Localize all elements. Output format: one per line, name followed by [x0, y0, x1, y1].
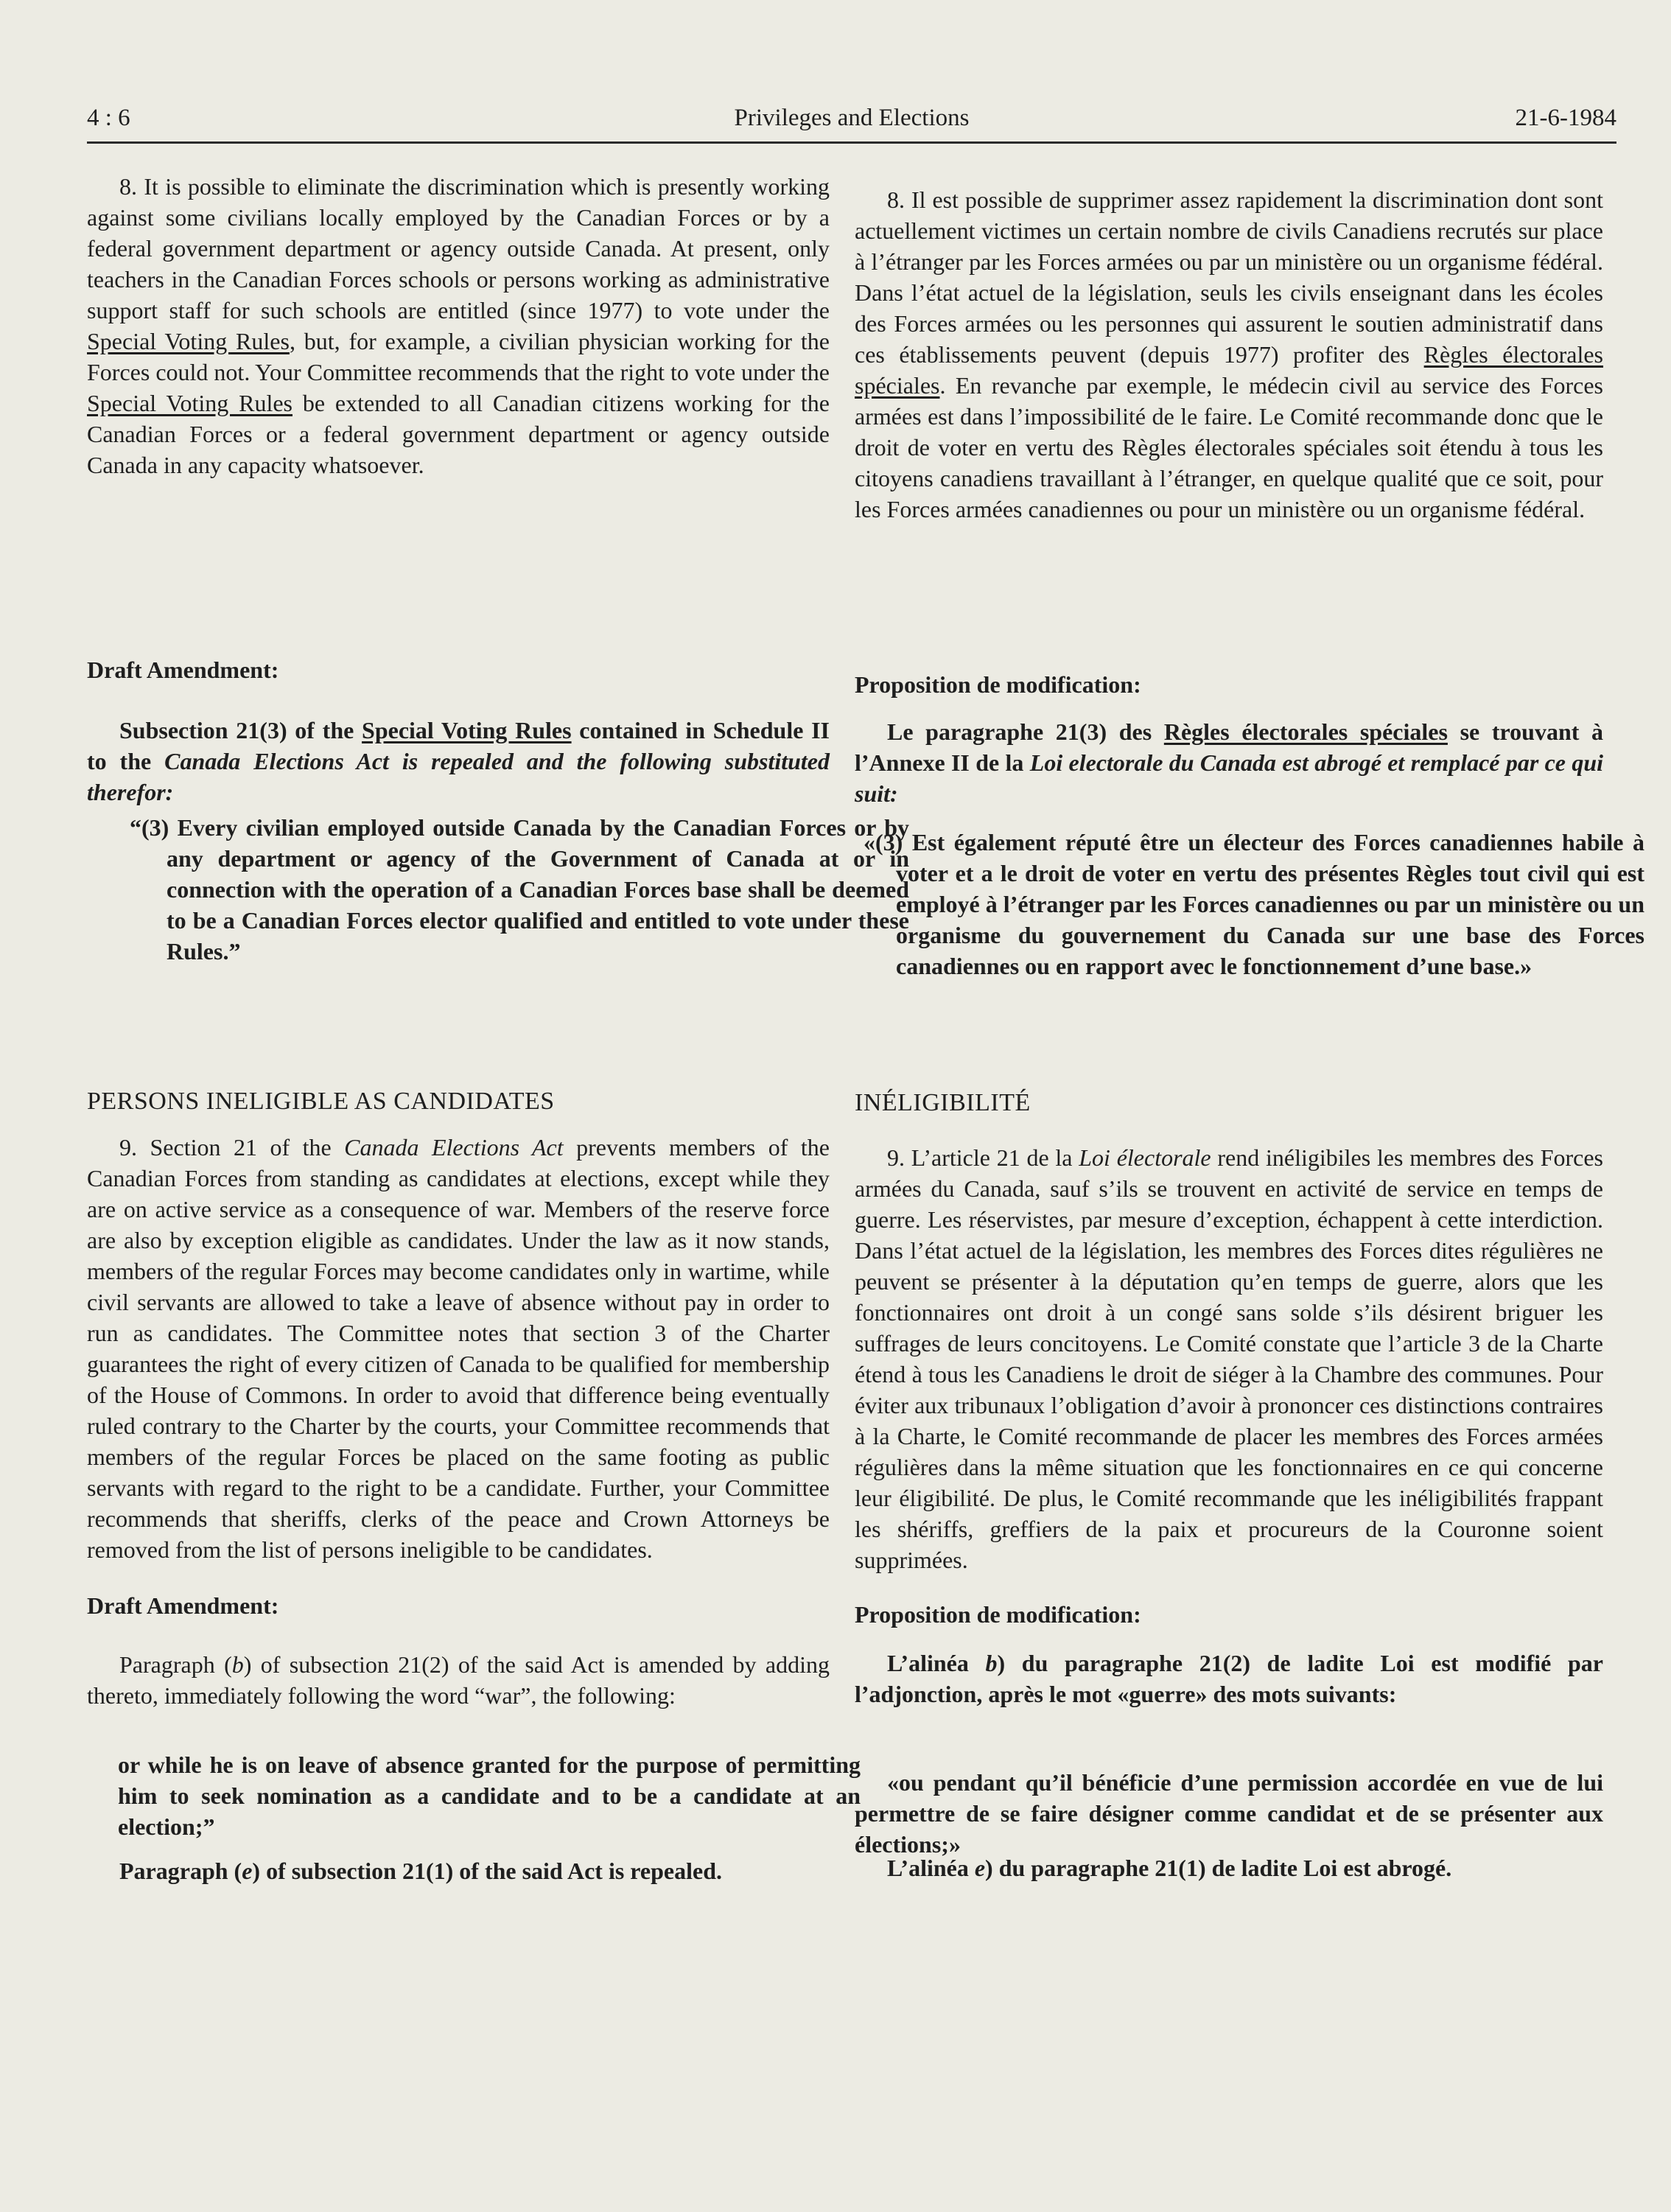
underlined-run: Règles électorales spéciales — [1163, 718, 1448, 745]
italic-run: e — [242, 1858, 253, 1884]
underlined-run: Special Voting Rules — [362, 717, 572, 743]
italic-run: Canada Elections Act — [344, 1134, 564, 1161]
section-heading-ineligible: PERSONS INELIGIBLE AS CANDIDATES — [87, 1088, 555, 1115]
italic-run: Loi electorale du Canada est abrogé et remplacé par ce qui suit: — [855, 749, 1604, 807]
underlined-run: Règles électorales spéciales — [855, 341, 1604, 399]
text-run: contained in Schedule II to the — [87, 717, 830, 774]
text-run: se trouvant à l’Annexe II de la — [855, 718, 1604, 776]
paragraphe-9 — [855, 1142, 1603, 1575]
italic-run: Loi électorale — [1079, 1144, 1211, 1171]
draft-amendment-quote-fr-1: «(3) Est également réputé être un électeur des Forces canadiennes habile à voter et a le droit de voter en vertu des présentes Règles tout civil qui est employé à l’étranger par les Forces canadiennes ou par un ministère ou un organisme du gouvernement du Canada sur une base des Forces canadiennes ou en rapport avec le fonctionnement d’une base.» — [863, 829, 1644, 979]
draft-amendment-quote-1: “(3) Every civilian employed outside Canada by the Canadian Forces or by any department or agency of the Government of Canada at or in connection with the operation of a Canadian Forces base shall be deemed to be a Canadian Forces elector qualified and entitled to vote under these Rules.” — [130, 814, 909, 965]
text-run: . En revanche par exemple, le médecin civil au service des Forces armées est dans l’impossibilité de le faire. Le Comité recommande donc que le droit de voter en vertu des Règles électorales spéciales soit étendu à tous les citoyens canadiens travaillant à l’étranger, en quelque qualité que ce soit, pour les Forces armées canadiennes ou pour un ministère ou un organisme fédéral. — [855, 372, 1603, 522]
page-number: 4 : 6 — [87, 105, 130, 131]
publication-title: Privileges and Elections — [734, 105, 970, 131]
underlined-run: Special Voting Rules — [87, 328, 290, 354]
italic-run: b — [985, 1650, 998, 1676]
text-run: prevents members of the Canadian Forces from standing as candidates at elections, except while they are on active service as a consequence of war. Members of the reserve force are also by exception eligible as candidates. Under the law as it now stands, members of the regular Forces may become candidates only in wartime, while civil servants are allowed to take a leave of absence without pay in order to run as candidates. The Committee notes that section 3 of the Charter guarantees the right of every citizen of Canada to be qualified for membership of the House of Commons. In order to avoid that difference being eventually ruled contrary to the Charter by the courts, your Committee recommends that members of the regular Forces be placed on the same footing as public servants with regard to the right to be a candidate. Further, your Committee recommends that sheriffs, clerks of the peace and Crown Attorneys be removed from the list of persons ineligible to be candidates. — [87, 1134, 830, 1563]
text-run: rend inéligibiles les membres des Forces armées du Canada, sauf s’ils se trouvent en activité de service en temps de guerre. Les réservistes, par mesure d’exception, échappent à cette interdiction. Dans l’état actuel de la législation, les membres des Forces dites régulières ne peuvent se présenter à la députation qu’en temps de guerre, alors que les fonctionnaires ont droit à un congé sans solde s’ils désirent briguer les suffrages de leurs concitoyens. Le Comité constate que l’article 3 de la Charte étend à tous les Canadiens le droit de siéger à la Chambre des communes. Pour éviter aux tribunaux l’obligation d’avoir à prononcer ces distinctions contraires à la Charte, le Comité recommande de placer les membres des Forces armées régulières dans la même situation que les fonctionnaires en ce qui concerne leur éligibilité. De plus, le Comité recommande que les inéligibilités frappant les shériffs, greffiers de la paix et procureurs de la Couronne soient supprimées. — [855, 1144, 1603, 1573]
italic-run: e — [974, 1855, 986, 1881]
running-header — [87, 105, 1616, 143]
text-run: 8. It is possible to eliminate the discrimination which is presently working against some civilians locally employed by the Canadian Forces or by a federal government department or agency outside Canada. At present, only teachers in the Canadian Forces schools or persons working as administrative support staff for such schools are entitled (since 1977) to vote under the — [87, 173, 830, 323]
underlined-run: Special Voting Rules — [87, 390, 292, 416]
header-rule — [87, 141, 1616, 144]
paragraph-9 — [87, 1132, 830, 1565]
text-run: 8. Il est possible de supprimer assez rapidement la discrimination dont sont actuellement victimes un certain nombre de civils Canadiens recrutés sur place à l’étranger par les Forces armées ou par un ministère ou un organisme fédéral. Dans l’état actuel de la législation, seuls les civils enseignant dans les écoles des Forces armées ou les personnes qui assurent le soutien administratif dans ces établissements peuvent (depuis 1977) profiter des — [855, 186, 1603, 368]
draft-amendment-label-2: Draft Amendment: — [87, 1592, 279, 1619]
text-run: Paragraph ( — [119, 1858, 242, 1884]
draft-amendment-label-fr-1: Proposition de modification: — [855, 671, 1141, 698]
text-run: Le paragraphe 21(3) des — [887, 718, 1164, 745]
text-run: L’alinéa — [887, 1855, 975, 1881]
paragraphe-8 — [855, 184, 1603, 525]
paragraph-8 — [87, 171, 830, 480]
alinea-b-amendment — [855, 1648, 1603, 1709]
section-heading-ineligibilite: INÉLIGIBILITÉ — [855, 1089, 1031, 1116]
text-run: 9. L’article 21 de la — [887, 1144, 1079, 1171]
text-run: Subsection 21(3) of the — [119, 717, 362, 743]
text-run: ) du paragraphe 21(2) de ladite Loi est modifié par l’adjonction, après le mot «guerre» des mots suivants: — [855, 1650, 1604, 1707]
text-run: ) du paragraphe 21(1) de ladite Loi est abrogé. — [985, 1855, 1452, 1881]
paragraph-b-amendment — [87, 1649, 830, 1711]
draft-amendment-label-1: Draft Amendment: — [87, 657, 279, 683]
draft-amendment-quote-2: or while he is on leave of absence granted for the purpose of permitting him to seek nomination as a candidate and to be a candidate at an election;” — [118, 1751, 861, 1840]
draft-amendment-text-1 — [87, 715, 830, 808]
draft-amendment-label-fr-2: Proposition de modification: — [855, 1601, 1141, 1628]
text-run: ) of subsection 21(2) of the said Act is amended by adding thereto, immediately following the word “war”, the following: — [87, 1651, 830, 1709]
italic-run: Canada Elections Act is repealed and the following substituted therefor: — [87, 748, 830, 805]
text-run: 9. Section 21 of the — [119, 1134, 345, 1161]
paragraph-e-repeal — [87, 1855, 830, 1886]
italic-run: b — [231, 1651, 244, 1678]
text-run: ) of subsection 21(1) of the said Act is repealed. — [252, 1858, 722, 1884]
text-run: Paragraph ( — [119, 1651, 232, 1678]
issue-date: 21-6-1984 — [1515, 105, 1616, 131]
draft-amendment-text-fr-1 — [855, 716, 1603, 809]
alinea-e-repeal — [855, 1852, 1603, 1883]
text-run: be extended to all Canadian citizens working for the Canadian Forces or a federal government department or agency outside Canada in any capacity whatsoever. — [87, 390, 830, 478]
draft-amendment-quote-fr-2: «ou pendant qu’il bénéficie d’une permission accordée en vue de lui permettre de se faire désigner comme candidat et de se présenter aux élections;» — [855, 1769, 1603, 1858]
text-run: , but, for example, a civilian physician working for the Forces could not. Your Committee recommends that the right to vote under the — [87, 328, 830, 385]
text-run: L’alinéa — [887, 1650, 986, 1676]
